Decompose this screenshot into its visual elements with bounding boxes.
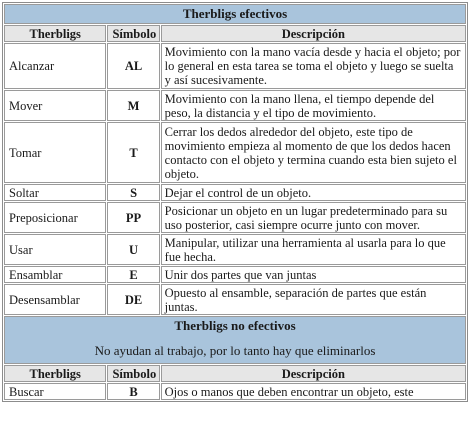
therblig-name: Ensamblar [4, 266, 106, 283]
therblig-description: Movimiento con la mano llena, el tiempo depende del peso, la distancia y el tipo de movimiento. [161, 90, 466, 121]
therblig-name: Desensamblar [4, 284, 106, 315]
table-row [4, 234, 466, 265]
therblig-description: Posicionar un objeto en un lugar predeterminado para su uso posterior, casi siempre ocurre junto con mover. [161, 202, 466, 233]
therblig-description: Opuesto al ensamble, separación de partes que están juntas. [161, 284, 466, 315]
effective-header-row [4, 25, 466, 42]
therblig-symbol: E [107, 266, 159, 283]
therblig-symbol: U [107, 234, 159, 265]
table-row [4, 284, 466, 315]
therblig-name: Tomar [4, 122, 106, 183]
therblig-symbol: S [107, 184, 159, 201]
effective-title-row [4, 4, 466, 24]
therblig-symbol: M [107, 90, 159, 121]
therblig-name: Mover [4, 90, 106, 121]
table-row [4, 202, 466, 233]
therblig-description: Movimiento con la mano vacía desde y hacia el objeto; por lo general en esta tarea se toma el objeto y luego se suelta y así sucesivamente. [161, 43, 466, 89]
table-row [4, 266, 466, 283]
therblig-description: Ojos o manos que deben encontrar un objeto, este [161, 383, 466, 400]
therbligs-table [2, 2, 468, 402]
therblig-name: Preposicionar [4, 202, 106, 233]
therbligs-table-container [2, 2, 468, 402]
header-description: Descripción [161, 365, 466, 382]
header-description: Descripción [161, 25, 466, 42]
therblig-name: Buscar [4, 383, 106, 400]
therblig-symbol: B [107, 383, 159, 400]
therblig-description: Manipular, utilizar una herramienta al usarla para lo que fue hecha. [161, 234, 466, 265]
therblig-symbol: DE [107, 284, 159, 315]
table-row [4, 122, 466, 183]
therblig-name: Soltar [4, 184, 106, 201]
therblig-description: Unir dos partes que van juntas [161, 266, 466, 283]
therblig-symbol: PP [107, 202, 159, 233]
non-effective-table-title: Therbligs no efectivos [174, 318, 296, 333]
table-row [4, 184, 466, 201]
table-row [4, 90, 466, 121]
header-therbligs: Therbligs [4, 25, 106, 42]
header-symbol: Símbolo [107, 25, 159, 42]
non-effective-note: No ayudan al trabajo, por lo tanto hay que eliminarlos [94, 343, 376, 358]
therblig-description: Dejar el control de un objeto. [161, 184, 466, 201]
therblig-name: Usar [4, 234, 106, 265]
non-effective-header-row [4, 365, 466, 382]
header-therbligs: Therbligs [4, 365, 106, 382]
effective-table-title: Therbligs efectivos [4, 4, 466, 24]
table-row [4, 43, 466, 89]
therblig-name: Alcanzar [4, 43, 106, 89]
header-symbol: Símbolo [107, 365, 159, 382]
table-row [4, 383, 466, 400]
non-effective-title-row [4, 316, 466, 364]
non-effective-header-cell [4, 316, 466, 364]
therblig-symbol: AL [107, 43, 159, 89]
therblig-symbol: T [107, 122, 159, 183]
therblig-description: Cerrar los dedos alrededor del objeto, este tipo de movimiento empieza al momento de que los dedos hacen contacto con el objeto y termina cuando esta bien sujeto el objeto. [161, 122, 466, 183]
